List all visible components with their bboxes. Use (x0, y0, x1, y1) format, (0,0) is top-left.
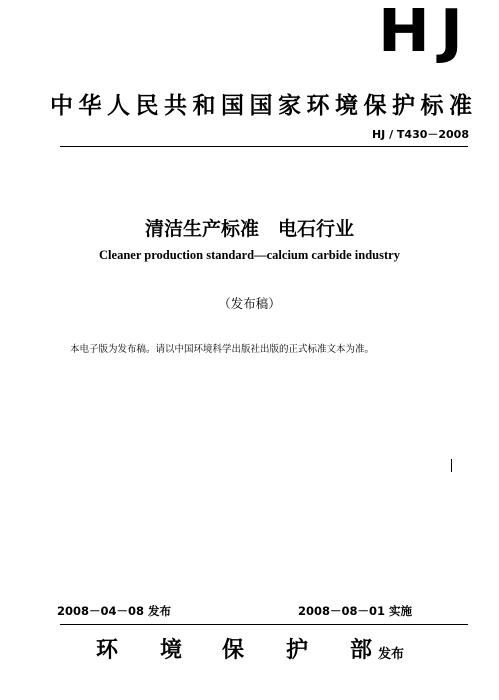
publisher-char: 境 (160, 638, 183, 663)
footer-divider (60, 624, 468, 625)
standard-title: 中华人民共和国国家环境保护标准 (50, 93, 478, 119)
draft-label: （发布稿） (218, 296, 281, 311)
issue-date: 2008－04－08 发布 (57, 604, 172, 618)
publisher-char: 保 (222, 638, 245, 663)
document-title-zh: 清洁生产标准 电石行业 (144, 218, 354, 240)
edition-note: 本电子版为发布稿。请以中国环境科学出版社出版的正式标准文本为准。 (70, 344, 375, 355)
document-title-en: Cleaner production standard—calcium carbide industry (99, 248, 400, 262)
publisher-suffix: 发布 (378, 647, 405, 662)
publisher-char: 护 (286, 638, 309, 663)
hj-logo: HJ (378, 0, 473, 66)
text-cursor-mark (451, 459, 452, 472)
header-divider (60, 146, 468, 147)
publisher-line (96, 636, 436, 672)
implement-date: 2008－08－01 实施 (298, 604, 413, 618)
publisher-char: 环 (96, 638, 119, 663)
publisher-char: 部 (350, 638, 373, 663)
standard-code: HJ / T430－2008 (371, 128, 469, 141)
